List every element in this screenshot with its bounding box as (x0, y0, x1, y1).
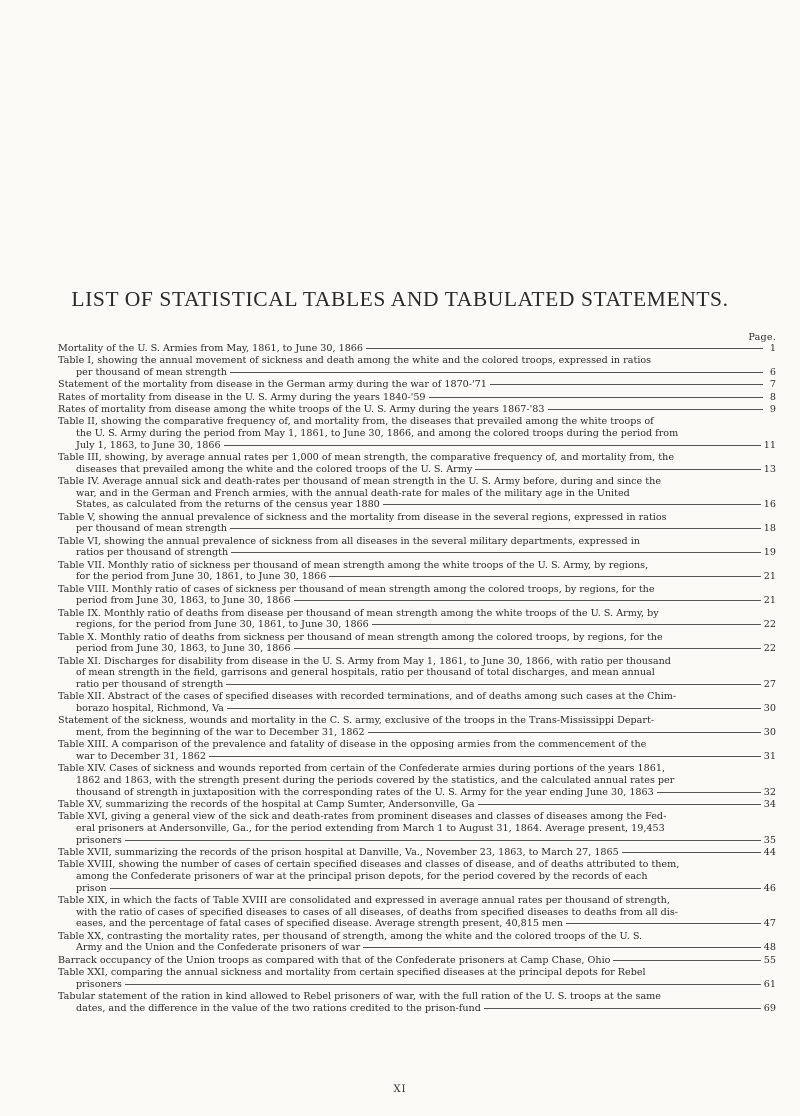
toc-entry-continuation (58, 727, 776, 739)
toc-entry (58, 895, 776, 930)
toc-entry-text: Table XVIII, showing the number of cases of certain specified diseases and classes of disease, and of deaths attributed to them, (58, 859, 680, 871)
toc-page-number: 61 (763, 978, 776, 990)
toc-page-number: 18 (763, 523, 776, 535)
toc-page-number: 22 (763, 619, 776, 631)
toc-entry-continuation (58, 571, 776, 583)
toc-entry-text: Statement of the mortality from disease in the German army during the war of 1870-'71 (58, 379, 487, 391)
dot-leader (429, 397, 763, 398)
toc-entry (58, 799, 776, 811)
toc-entry-text: Table XI. Discharges for disability from disease in the U. S. Army from May 1, 1861, to June 30, 1866, with ratio per thousand (58, 655, 671, 667)
table-of-contents (58, 343, 776, 1015)
toc-entry (58, 739, 776, 762)
toc-entry-continuation (58, 907, 776, 919)
toc-entry-continuation (58, 775, 776, 787)
dot-leader (329, 576, 760, 577)
toc-entry-continuation (58, 918, 776, 930)
dot-leader (383, 504, 761, 505)
toc-page-number: 21 (763, 595, 776, 607)
toc-entry-text: for the period from June 30, 1861, to June 30, 1866 (76, 571, 327, 583)
toc-entry-continuation (58, 1003, 776, 1015)
toc-page-number: 11 (763, 439, 776, 451)
toc-entry-line (58, 560, 776, 572)
toc-entry (58, 991, 776, 1014)
toc-entry-line (58, 584, 776, 596)
toc-entry-continuation (58, 679, 776, 691)
toc-entry-text: Table XIV. Cases of sickness and wounds reported from certain of the Confederate armies during portions of the years 1861, (58, 763, 665, 775)
toc-entry (58, 512, 776, 535)
dot-leader (231, 552, 761, 553)
toc-page-number: 7 (769, 379, 776, 391)
toc-entry-continuation (58, 464, 776, 476)
toc-entry-text: Table XX, contrasting the mortality rates, per thousand of strength, among the white and the colored troops of the U. S. (58, 930, 643, 942)
toc-entry-text: July 1, 1863, to June 30, 1866 (76, 439, 221, 451)
toc-page-number: 27 (763, 679, 776, 690)
dot-leader (209, 756, 761, 757)
page-number-footer: XI (393, 1084, 407, 1095)
toc-entry-line (58, 343, 776, 355)
toc-entry-text: prisoners (76, 978, 122, 990)
toc-entry-line (58, 416, 776, 428)
toc-entry-line (58, 512, 776, 524)
toc-entry-line (58, 452, 776, 464)
toc-page-number: 22 (763, 643, 776, 655)
toc-entry-continuation (58, 979, 776, 991)
toc-entry-line (58, 859, 776, 871)
toc-page-number: 31 (763, 751, 776, 762)
toc-entry-text: with the ratio of cases of specified diseases to cases of all diseases, of deaths from specified diseases to deaths from all dis- (76, 906, 679, 918)
toc-entry-text: among the Confederate prisoners of war at the principal prison depots, for the period covered by the records of each (76, 871, 648, 882)
toc-entry (58, 404, 776, 416)
toc-entry (58, 452, 776, 475)
dot-leader (294, 648, 761, 649)
toc-entry-text: Barrack occupancy of the Union troops as compared with that of the Confederate prisoners at Camp Chase, Ohio (58, 954, 611, 966)
dot-leader (372, 624, 761, 625)
toc-entry (58, 416, 776, 451)
toc-entry-line (58, 799, 776, 811)
toc-entry (58, 343, 776, 355)
toc-entry (58, 931, 776, 954)
dot-leader (566, 923, 761, 924)
toc-entry-line (58, 991, 776, 1003)
toc-entry-text: Table VIII. Monthly ratio of cases of sickness per thousand of mean strength among the colored troops, by regions, for the (58, 583, 655, 595)
toc-entry-line (58, 955, 776, 967)
toc-entry-text: prisoners (76, 834, 122, 846)
toc-entry-continuation (58, 942, 776, 954)
toc-entry-line (58, 967, 776, 979)
toc-entry-continuation (58, 835, 776, 847)
toc-entry (58, 584, 776, 607)
toc-entry-line (58, 931, 776, 943)
dot-leader (294, 600, 761, 601)
toc-entry-line (58, 379, 776, 391)
toc-entry-line (58, 763, 776, 775)
toc-entry (58, 847, 776, 859)
toc-entry (58, 859, 776, 894)
page-title: LIST OF STATISTICAL TABLES AND TABULATED STATEMENTS. (71, 287, 729, 311)
toc-entry (58, 715, 776, 738)
toc-page-number: 19 (763, 547, 776, 559)
toc-entry-line (58, 691, 776, 703)
dot-leader (478, 804, 761, 805)
dot-leader (548, 409, 764, 410)
toc-entry-text: per thousand of mean strength (76, 367, 227, 378)
toc-entry (58, 476, 776, 511)
toc-entry-line (58, 476, 776, 488)
toc-entry-line (58, 355, 776, 367)
toc-entry-continuation (58, 787, 776, 799)
toc-page-number: 1 (769, 343, 776, 354)
toc-entry-text: ment, from the beginning of the war to December 31, 1862 (76, 727, 365, 738)
dot-leader (227, 708, 761, 709)
toc-page-number: 69 (763, 1002, 776, 1014)
toc-entry-text: eases, and the percentage of fatal cases of specified disease. Average strength present, 40,815 men (76, 918, 563, 930)
dot-leader (363, 947, 761, 948)
toc-page-number: 55 (763, 954, 776, 966)
toc-entry (58, 536, 776, 559)
toc-entry (58, 691, 776, 714)
toc-entry (58, 967, 776, 990)
dot-leader (226, 684, 760, 685)
toc-entry-continuation (58, 595, 776, 607)
toc-entry (58, 355, 776, 378)
toc-entry-text: regions, for the period from June 30, 1861, to June 30, 1866 (76, 619, 369, 631)
toc-entry-text: diseases that prevailed among the white and the colored troops of the U. S. Army (76, 463, 473, 475)
toc-entry-continuation (58, 703, 776, 715)
toc-entry (58, 656, 776, 691)
toc-entry-text: Table XVII, summarizing the records of the prison hospital at Danville, Va., November 23, 1863, to March 27, 1865 (58, 847, 619, 858)
toc-page-number: 13 (763, 463, 776, 475)
toc-entry-text: ratio per thousand of strength (76, 679, 224, 690)
toc-entry-text: Army and the Union and the Confederate prisoners of war (76, 942, 361, 954)
toc-entry-continuation (58, 499, 776, 511)
toc-entry-text: Rates of mortality from disease in the U. S. Army during the years 1840-'59 (58, 391, 426, 403)
dot-leader (125, 840, 761, 841)
toc-entry-line (58, 847, 776, 859)
dot-leader (366, 348, 763, 349)
toc-entry-text: war, and in the German and French armies, with the annual death-rate for males of the military age in the United (76, 487, 630, 499)
toc-page-number: 48 (763, 942, 776, 954)
toc-entry-text: Table III, showing, by average annual rates per 1,000 of mean strength, the comparative frequency of, and mortality from, the (58, 452, 674, 464)
toc-entry-continuation (58, 751, 776, 763)
dot-leader (230, 372, 763, 373)
dot-leader (657, 792, 761, 793)
toc-entry-text: 1862 and 1863, with the strength present during the periods covered by the statistics, and the calculated annual rates per (76, 775, 675, 786)
toc-entry-text: Mortality of the U. S. Armies from May, 1861, to June 30, 1866 (58, 343, 364, 354)
dot-leader (613, 960, 760, 961)
toc-entry-continuation (58, 883, 776, 895)
toc-entry-continuation (58, 440, 776, 452)
toc-entry-text: period from June 30, 1863, to June 30, 1866 (76, 595, 291, 607)
toc-entry-text: Table XIX, in which the facts of Table XVIII are consolidated and expressed in average annual rates per thousand of strength, (58, 895, 670, 906)
toc-entry-text: Table XV, summarizing the records of the hospital at Camp Sumter, Andersonville, Ga (58, 799, 475, 810)
dot-leader (224, 445, 761, 446)
toc-entry-text: per thousand of mean strength (76, 523, 227, 535)
toc-entry (58, 955, 776, 967)
toc-entry-continuation (58, 823, 776, 835)
toc-entry-continuation (58, 367, 776, 379)
dot-leader (484, 1008, 761, 1009)
toc-entry-text: Statement of the sickness, wounds and mortality in the C. S. army, exclusive of the troops in the Trans-Mississippi Depart- (58, 715, 655, 727)
toc-entry (58, 379, 776, 391)
dot-leader (490, 384, 763, 385)
toc-entry-text: the U. S. Army during the period from May 1, 1861, to June 30, 1866, and among the colored troops during the period from (76, 428, 679, 440)
toc-entry-continuation (58, 523, 776, 535)
toc-entry-line (58, 715, 776, 727)
toc-entry-text: Table V, showing the annual prevalence of sickness and the mortality from disease in the several regions, expressed in ratios (58, 511, 667, 523)
toc-entry-text: Table VI, showing the annual prevalence of sickness from all diseases in the several military departments, expressed in (58, 535, 640, 547)
toc-page-number: 30 (763, 727, 776, 738)
toc-entry-text: war to December 31, 1862 (76, 751, 206, 762)
toc-entry-text: Table IX. Monthly ratio of deaths from disease per thousand of mean strength among the white troops of the U. S. Army, by (58, 607, 659, 619)
toc-entry-text: States, as calculated from the returns of the census year 1880 (76, 499, 380, 511)
toc-entry (58, 632, 776, 655)
toc-entry-continuation (58, 667, 776, 679)
toc-page-number: 6 (769, 367, 776, 378)
toc-entry-continuation (58, 547, 776, 559)
toc-entry-continuation (58, 643, 776, 655)
dot-leader (475, 469, 760, 470)
toc-entry-text: borazo hospital, Richmond, Va (76, 703, 224, 714)
toc-page-number: 35 (763, 834, 776, 846)
toc-entry-line (58, 404, 776, 416)
toc-page-number: 32 (763, 786, 776, 798)
toc-entry-line (58, 811, 776, 823)
toc-entry-text: ratios per thousand of strength (76, 547, 229, 559)
toc-page-number: 8 (769, 391, 776, 403)
toc-page-number: 34 (763, 799, 776, 810)
toc-entry (58, 392, 776, 404)
toc-entry (58, 763, 776, 798)
toc-entry-text: Table VII. Monthly ratio of sickness per thousand of mean strength among the white troops of the U. S. Army, by regions, (58, 559, 649, 571)
toc-entry (58, 560, 776, 583)
toc-entry-line (58, 656, 776, 668)
toc-page-number: 30 (763, 703, 776, 714)
toc-entry-line (58, 536, 776, 548)
toc-entry-continuation (58, 428, 776, 440)
toc-entry-continuation (58, 619, 776, 631)
toc-page-number: 46 (763, 882, 776, 894)
toc-entry-line (58, 739, 776, 751)
toc-entry-text: Table XIII. A comparison of the prevalence and fatality of disease in the opposing armies from the commencement of the (58, 739, 647, 751)
toc-entry-text: Table I, showing the annual movement of sickness and death among the white and the colored troops, expressed in ratios (58, 355, 652, 367)
toc-entry (58, 811, 776, 846)
toc-entry-text: prison (76, 882, 107, 894)
toc-entry-line (58, 392, 776, 404)
toc-page-number: 47 (763, 918, 776, 930)
toc-entry-text: Table XII. Abstract of the cases of specified diseases with recorded terminations, and of deaths among such cases at the Chim- (58, 691, 677, 703)
page-column-label: Page. (748, 332, 776, 343)
toc-page-number: 21 (763, 571, 776, 583)
toc-entry-text: Rates of mortality from disease among the white troops of the U. S. Army during the years 1867-'83 (58, 404, 545, 416)
toc-entry-continuation (58, 871, 776, 883)
toc-entry-text: period from June 30, 1863, to June 30, 1866 (76, 643, 291, 655)
toc-entry-line (58, 895, 776, 907)
toc-entry-text: dates, and the difference in the value of the two rations credited to the prison-fund (76, 1002, 481, 1014)
toc-page-number: 16 (763, 499, 776, 511)
toc-page-number: 9 (769, 404, 776, 416)
dot-leader (110, 888, 761, 889)
toc-entry-text: Table IV. Average annual sick and death-rates per thousand of mean strength in the U. S. Army before, during and since the (58, 476, 661, 488)
toc-entry-text: Table XXI, comparing the annual sickness and mortality from certain specified diseases at the principal depots for Rebel (58, 967, 646, 978)
toc-entry-text: Table X. Monthly ratio of deaths from sickness per thousand of mean strength among the colored troops, by regions, for the (58, 631, 663, 643)
toc-page-number: 44 (763, 847, 776, 858)
toc-entry-text: Tabular statement of the ration in kind allowed to Rebel prisoners of war, with the full ration of the U. S. troops at the same (58, 991, 661, 1002)
dot-leader (230, 528, 761, 529)
toc-entry-text: Table XVI, giving a general view of the sick and death-rates from prominent diseases and classes of diseases among the Fed- (58, 811, 667, 823)
toc-entry-text: eral prisoners at Andersonville, Ga., for the period extending from March 1 to August 31, 1864. Average present, 19,453 (76, 823, 665, 834)
toc-entry (58, 608, 776, 631)
toc-entry-text: Table II, showing the comparative frequency of, and mortality from, the diseases that prevailed among the white troops of (58, 416, 654, 428)
toc-entry-line (58, 632, 776, 644)
toc-entry-text: thousand of strength in juxtaposition with the corresponding rates of the U. S. Army for the year ending June 30, 1863 (76, 786, 654, 798)
dot-leader (622, 852, 761, 853)
dot-leader (125, 984, 761, 985)
dot-leader (368, 732, 761, 733)
toc-entry-continuation (58, 488, 776, 500)
toc-entry-text: of mean strength in the field, garrisons and general hospitals, ratio per thousand of total discharges, and mean annual (76, 667, 655, 679)
toc-entry-line (58, 608, 776, 620)
